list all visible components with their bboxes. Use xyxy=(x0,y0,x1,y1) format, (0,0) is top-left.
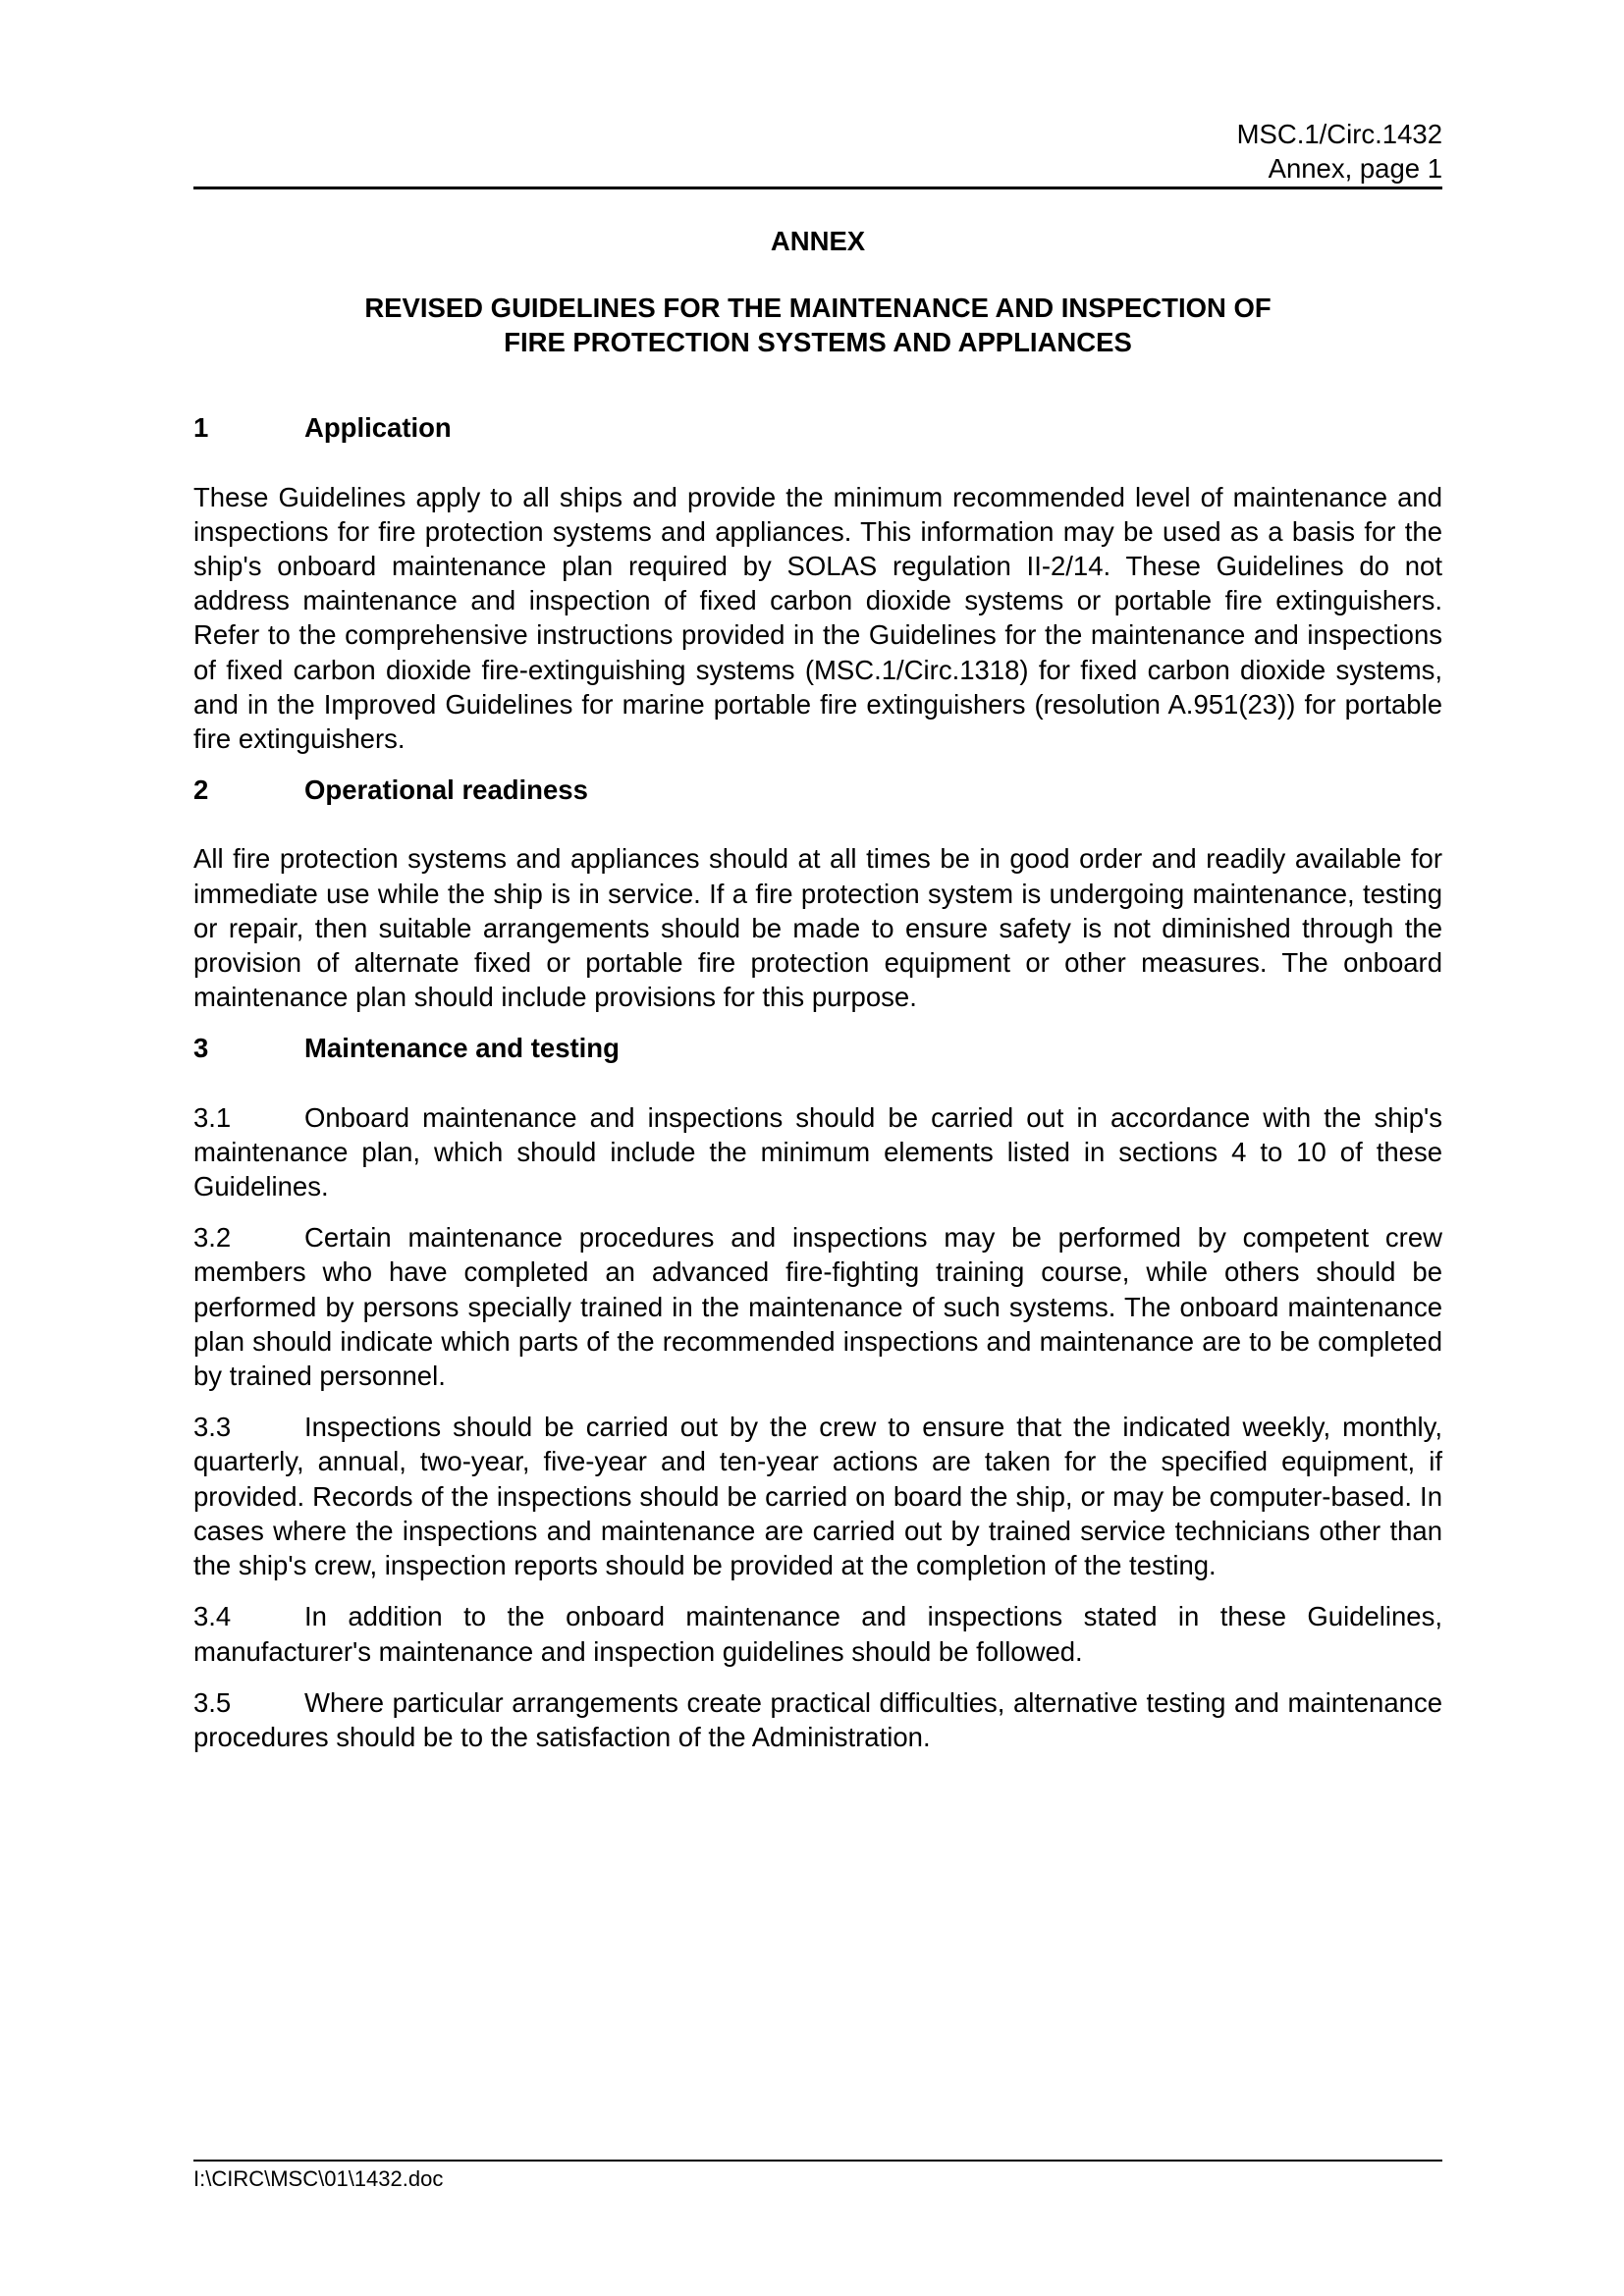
section-number: 3 xyxy=(193,1033,209,1064)
annex-label: ANNEX xyxy=(770,226,866,256)
paragraph-text: In addition to the onboard maintenance and inspections stated in these Guidelines, manufacturer's maintenance and inspection guidelines should be followed. xyxy=(193,1601,1442,1667)
header-rule xyxy=(193,187,1442,189)
title-line: REVISED GUIDELINES FOR THE MAINTENANCE AND INSPECTION OF xyxy=(364,293,1272,323)
page-header xyxy=(193,117,1442,186)
section-number: 2 xyxy=(193,774,209,806)
footer-file-path: I:\CIRC\MSC\01\1432.doc xyxy=(193,2166,444,2191)
paragraph-number: 3.1 xyxy=(193,1101,232,1133)
section-heading xyxy=(193,1031,1442,1065)
paragraph-text: Inspections should be carried out by the crew to ensure that the indicated weekly, monthly, quarterly, annual, two-year, five-year and ten-year actions are taken for the specified equipment, if provided. Records of the inspections should be carried on board the ship, or may be computer-based. In cases where the inspections and maintenance are carried out by trained service technicians other than the ship's crew, inspection reports should be provided at the completion of the testing. xyxy=(193,1412,1442,1581)
section-heading xyxy=(193,773,1442,807)
numbered-paragraph xyxy=(193,1685,1442,1754)
section-number: 1 xyxy=(193,412,209,444)
paragraph: These Guidelines apply to all ships and provide the minimum recommended level of maintenance and inspections for fire protection systems and appliances. This information may be used as a basis for the ship's onboard maintenance plan required by SOLAS regulation II-2/14. These Guidelines do not address maintenance and inspection of fixed carbon dioxide systems or portable fire extinguishers. Refer to the comprehensive instructions provided in the Guidelines for the maintenance and inspections of fixed carbon dioxide fire-extinguishing systems (MSC.1/Circ.1318) for fixed carbon dioxide systems, and in the Improved Guidelines for marine portable fire extinguishers (resolution A.951(23)) for portable fire extinguishers. xyxy=(193,481,1442,755)
paragraph-text: Where particular arrangements create practical difficulties, alternative testing and maintenance procedures should be to the satisfaction of the Administration. xyxy=(193,1686,1442,1752)
document-body xyxy=(193,224,1442,1754)
section-title: Operational readiness xyxy=(304,774,588,806)
numbered-paragraph xyxy=(193,1220,1442,1393)
paragraph-number: 3.3 xyxy=(193,1412,232,1443)
paragraph-text: Certain maintenance procedures and inspections may be performed by competent crew members who have completed an advanced fire-fighting training course, while others should be performed by persons specially trained in the maintenance of such systems. The onboard maintenance plan should indicate which parts of the recommended inspections and maintenance are to be completed by trained personnel. xyxy=(193,1222,1442,1392)
footer-rule xyxy=(193,2160,1442,2162)
section-heading xyxy=(193,410,1442,445)
paragraph-number: 3.5 xyxy=(193,1686,232,1718)
numbered-paragraph xyxy=(193,1599,1442,1668)
section-maintenance-and-testing xyxy=(193,1031,1442,1754)
title-line: FIRE PROTECTION SYSTEMS AND APPLIANCES xyxy=(504,327,1132,358)
page-reference: Annex, page 1 xyxy=(1268,153,1442,184)
paragraph-text: Onboard maintenance and inspections should be carried out in accordance with the ship's maintenance plan, which should include the minimum elements listed in sections 4 to 10 of these Guidelines. xyxy=(193,1101,1442,1202)
section-application xyxy=(193,410,1442,756)
section-title: Application xyxy=(304,412,452,444)
numbered-paragraph xyxy=(193,1410,1442,1582)
paragraph-number: 3.4 xyxy=(193,1601,232,1632)
paragraph: All fire protection systems and appliances should at all times be in good order and readily available for immediate use while the ship is in service. If a fire protection system is undergoing maintenance, testing or repair, then suitable arrangements should be made to ensure safety is not diminished through the provision of alternate fixed or portable fire protection equipment or other measures. The onboard maintenance plan should include provisions for this purpose. xyxy=(193,843,1442,1013)
numbered-paragraph xyxy=(193,1100,1442,1204)
paragraph-number: 3.2 xyxy=(193,1222,232,1254)
section-operational-readiness xyxy=(193,773,1442,1014)
document-title xyxy=(193,291,1442,359)
section-title: Maintenance and testing xyxy=(304,1033,620,1064)
document-reference: MSC.1/Circ.1432 xyxy=(1236,119,1442,149)
